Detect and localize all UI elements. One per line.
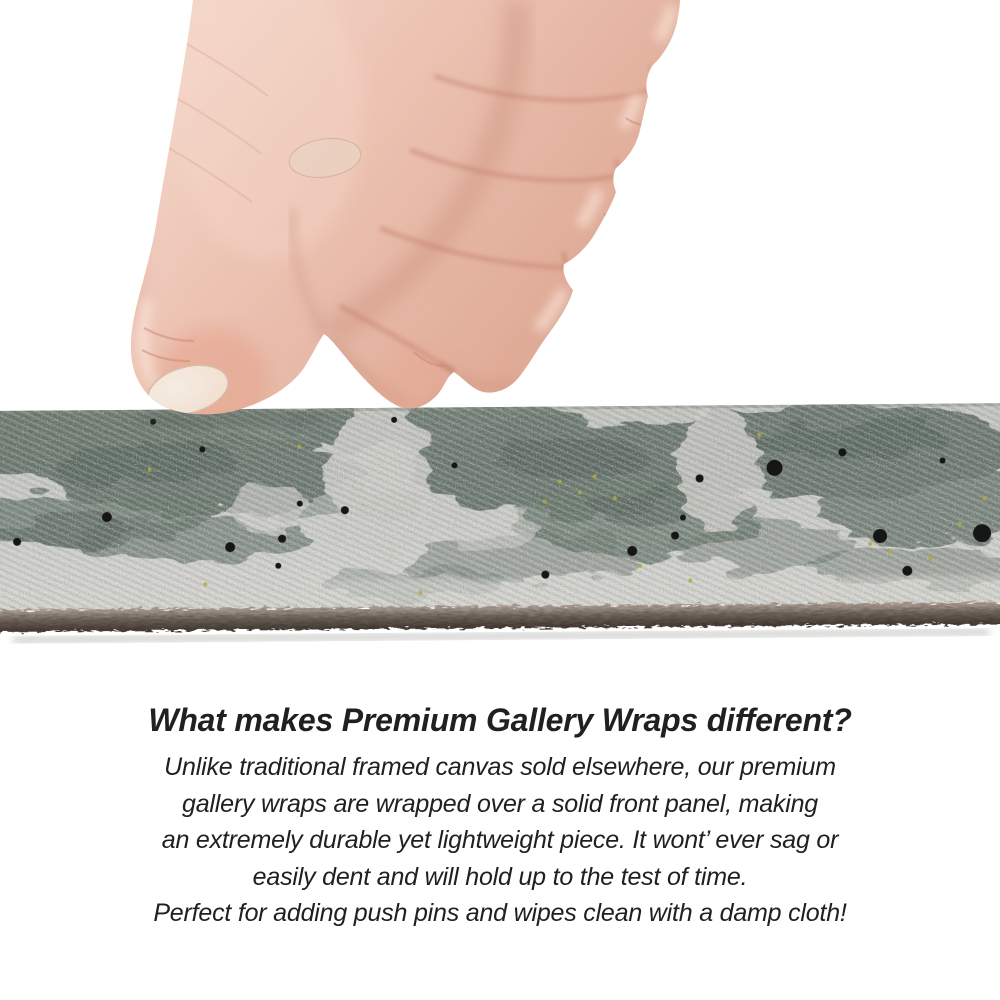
hand-pressing-thumb-photo [118, 0, 738, 430]
body-line: an extremely durable yet lightweight piece. It wont’ ever sag or [161, 826, 839, 854]
canvas-strip-photo [0, 403, 1000, 653]
body-line: Perfect for adding push pins and wipes clean with a damp cloth! [153, 899, 847, 927]
body-line: gallery wraps are wrapped over a solid front panel, making [182, 789, 818, 818]
body-line: easily dent and will hold up to the test of time. [252, 862, 748, 891]
body-line: Unlike traditional framed canvas sold elsewhere, our premium [164, 753, 836, 781]
heading: What makes Premium Gallery Wraps different? [148, 702, 852, 738]
panel-shadow [13, 629, 989, 643]
copy-block [0, 700, 1000, 932]
